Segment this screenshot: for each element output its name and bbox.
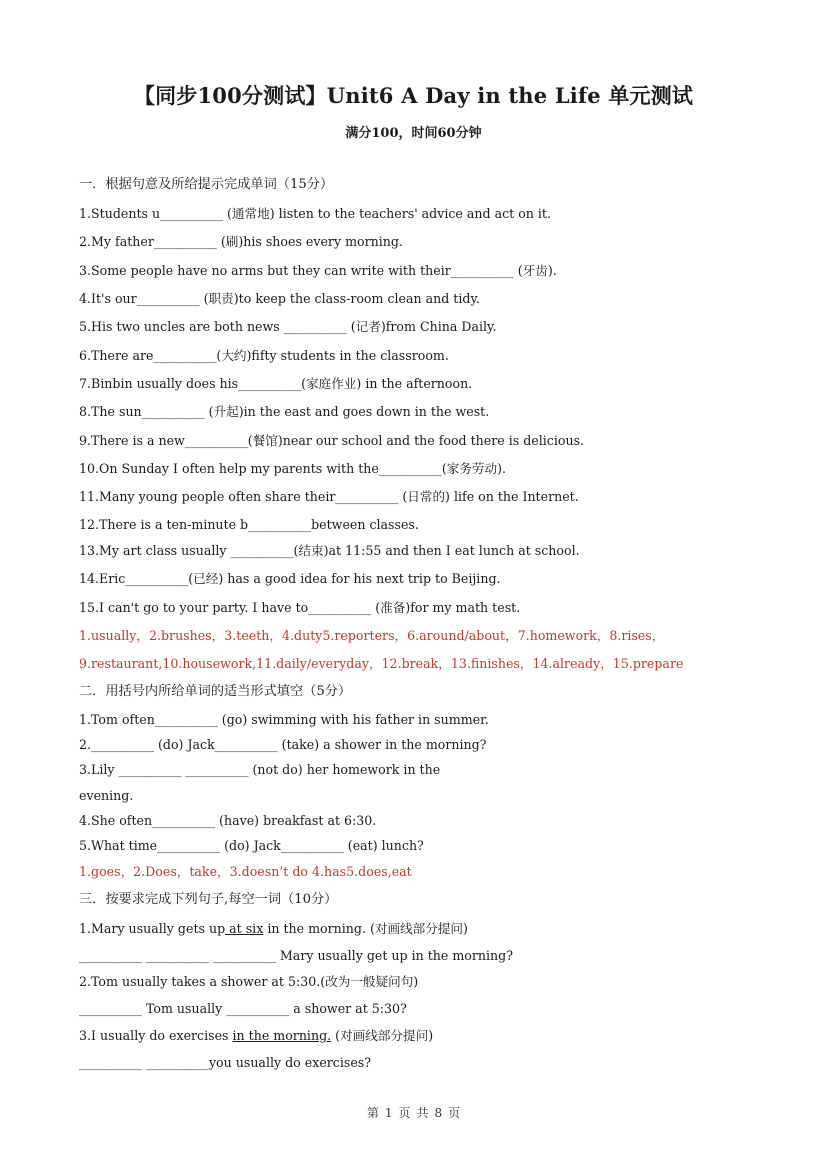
question-item: 15.I can't go to your party. I have to__________ (准备)for my math test. xyxy=(79,600,521,615)
question-item: 4.She often__________ (have) breakfast at 6:30. xyxy=(79,813,377,828)
question-item: 10.On Sunday I often help my parents with the__________(家务劳动). xyxy=(79,461,507,476)
question-item: 14.Eric__________(已经) has a good idea for his next trip to Beijing. xyxy=(79,571,501,586)
footer-text: 页 xyxy=(398,1106,411,1120)
answer-blank-line: __________ __________you usually do exercises? xyxy=(79,1055,372,1070)
question-item: 13.My art class usually __________(结束)at 11:55 and then I eat lunch at school. xyxy=(79,543,580,558)
question-item: 1.Students u__________ (通常地) listen to the teachers' advice and act on it. xyxy=(79,206,551,221)
page-title: 【同步100分测试】Unit6 A Day in the Life 单元测试 xyxy=(133,83,694,108)
question-item: 11.Many young people often share their__________ (日常的) life on the Internet. xyxy=(79,489,579,504)
question-item-continued: evening. xyxy=(79,788,134,803)
footer-text: 共 xyxy=(416,1106,429,1120)
question-item: 7.Binbin usually does his__________(家庭作业) in the afternoon. xyxy=(79,376,473,391)
question-item: 2.Tom usually takes a shower at 5:30.(改为一般疑问句) xyxy=(79,974,419,989)
question-item: 5.His two uncles are both news __________ (记者)from China Daily. xyxy=(79,319,497,334)
page-footer xyxy=(0,1104,827,1121)
question-item: 9.There is a new__________(餐馆)near our school and the food there is delicious. xyxy=(79,433,585,448)
answer-key-line: 1.usually，2.brushes，3.teeth，4.duty5.reporters，6.around/about，7.homework，8.rises， xyxy=(79,628,665,643)
question-item: 4.It's our__________ (职责)to keep the class-room clean and tidy. xyxy=(79,291,480,306)
page-subtitle: 满分100，时间60分钟 xyxy=(345,126,482,141)
question-item: 1.Tom often__________ (go) swimming with his father in summer. xyxy=(79,712,489,727)
question-item: 6.There are__________(大约)fifty students in the classroom. xyxy=(79,348,449,363)
question-text: 3.I usually do exercises xyxy=(79,1028,233,1043)
section1-heading: 一．根据句意及所给提示完成单词（15分） xyxy=(79,177,334,192)
question-item: 2.My father__________ (刷)his shoes every morning. xyxy=(79,234,403,249)
section2-heading: 二．用括号内所给单词的适当形式填空（5分） xyxy=(79,684,352,699)
question-item xyxy=(79,1027,759,1045)
underlined-phrase: at six xyxy=(225,921,264,936)
page-total: 8 xyxy=(434,1106,443,1120)
question-text: 1.Mary usually gets up xyxy=(79,921,226,936)
answer-key-line: 9.restaurant,10.housework,11.daily/everyday，12.break，13.finishes，14.already，15.prepare xyxy=(79,656,684,671)
answer-key-line: 1.goes，2.Does，take，3.doesn’t do 4.has5.does,eat xyxy=(79,864,412,879)
underlined-phrase: in the morning. xyxy=(232,1028,332,1043)
question-item: 12.There is a ten-minute b__________between classes. xyxy=(79,517,419,532)
question-text: (对画线部分提问) xyxy=(331,1028,434,1043)
question-item: 3.Some people have no arms but they can write with their__________ (牙齿). xyxy=(79,263,557,278)
answer-blank-line: __________ __________ __________ Mary usually get up in the morning? xyxy=(79,948,513,963)
answer-blank-line: __________ Tom usually __________ a shower at 5:30? xyxy=(79,1001,407,1016)
footer-text: 页 xyxy=(448,1106,461,1120)
footer-text: 第 xyxy=(366,1106,379,1120)
question-item: 3.Lily __________ __________ (not do) her homework in the xyxy=(79,762,441,777)
page-number: 1 xyxy=(384,1106,393,1120)
section3-heading: 三．按要求完成下列句子,每空一词（10分） xyxy=(79,892,338,907)
question-item: 5.What time__________ (do) Jack__________ (eat) lunch? xyxy=(79,838,424,853)
question-item xyxy=(79,920,759,938)
question-item: 8.The sun__________ (升起)in the east and goes down in the west. xyxy=(79,404,490,419)
question-text: in the morning. (对画线部分提问) xyxy=(263,921,468,936)
question-item: 2.__________ (do) Jack__________ (take) a shower in the morning? xyxy=(79,737,487,752)
